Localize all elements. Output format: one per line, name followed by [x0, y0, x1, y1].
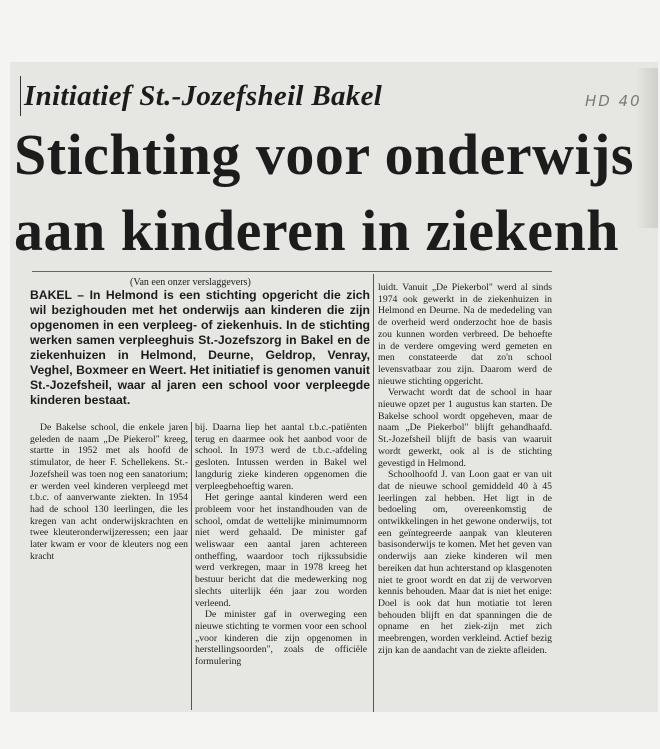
column-divider-1	[191, 422, 192, 710]
newspaper-clipping	[10, 62, 658, 712]
kicker-rule	[20, 76, 21, 116]
article-column-3	[378, 282, 552, 657]
paragraph: Het geringe aantal kinderen werd een probleem voor het instandhouden van de school, omdat de wettelijke minimumnorm niet werd gehaald. De minister gaf weliswaar een aantal jaren achtereen ontheffing, waardoor toch rijkssubsidie werd verkregen, maar in 1978 kreeg het bestuur bericht dat die medewerking nog slechts uiterlijk één jaar zou worden verleend.	[195, 492, 367, 609]
article-column-2	[195, 422, 367, 668]
paragraph: luidt. Vanuit „De Piekerbol" werd al sinds 1974 ook gewerkt in de ziekenhuizen in Helmond en Deurne. Na de mededeling van de overheid werd onderzocht hoe de basis zou kunnen worden verbreed. De behoefte in de verdere omgeving werd gemeten en men constateerde dat zo'n school levensvatbaar zou zijn. Daarom werd de nieuwe stichting opgericht.	[378, 282, 552, 387]
article-column-1	[30, 422, 188, 562]
handwritten-note: HD 40	[585, 92, 642, 110]
headline-line-1: Stichting voor onderwijs	[14, 122, 634, 187]
paragraph: Verwacht wordt dat de school in haar nieuwe opzet per 1 augustus kan starten. De Bakelse school wordt opgeheven, maar de naam „De Piekerbol" blijft gehandhaafd. St.-Jozefsheil blijft de basis van waaruit wordt gewerkt, ook al is de stichting gevestigd in Helmond.	[378, 387, 552, 469]
byline: (Van een onzer verslaggevers)	[130, 277, 251, 288]
column-divider-2	[373, 274, 374, 712]
paragraph: bij. Daarna liep het aantal t.b.c.-patiënten terug en daarmee ook het aanbod voor de school. In 1973 werd de t.b.c.-afdeling gesloten. Intussen werden in Bakel wel langdurig zieke kinderen opgenomen die verpleegbehoeftig waren.	[195, 422, 367, 492]
intro-paragraph: BAKEL – In Helmond is een stichting opgericht die zich wil bezighouden met het onderwijs aan kinderen die zijn opgenomen in een verpleeg- of ziekenhuis. In de stichting werken samen verpleeghuis St.-Jozefszorg in Bakel en de ziekenhuizen in Helmond, Deurne, Geldrop, Venray, Veghel, Boxmeer en Weert. Het initiatief is genomen vanuit St.-Jozefsheil, waar al jaren een school voor verpleegde kinderen bestaat.	[30, 288, 370, 407]
headline-rule	[32, 271, 552, 272]
headline-line-2: aan kinderen in ziekenh	[14, 198, 620, 263]
kicker-title: Initiatief St.-Jozefsheil Bakel	[24, 80, 383, 112]
paragraph: De minister gaf in overweging een nieuwe stichting te vormen voor een school „voor kinderen die zijn opgenomen in herstellingsoorden", zoals de officiële formulering	[195, 609, 367, 668]
paragraph: De Bakelse school, die enkele jaren geleden de naam „De Piekerol" kreeg, startte in 1952 met als hoofd de stimulator, de heer F. Schellekens. St.-Jozefsheil was toen nog een sanatorium; er werden veel kinderen verpleegd met t.b.c. of aanverwante ziekten. In 1954 had de school 130 leerlingen, die les kregen van acht onderwijskrachten en twee kleuteronderwijzeressen; een jaar later kwam er voor de kleuters nog een kracht	[30, 422, 188, 562]
paragraph: Schoolhoofd J. van Loon gaat er van uit dat de nieuwe school gemiddeld 40 à 45 leerlingen zal hebben. Het ligt in de bedoeling om, overeenkomstig de ontwikkelingen in het gewone onderwijs, tot een geïntegreerde aanpak van kleuteren basisonderwijs te komen. Met het geven van onderwijs aan zieke kinderen wil men bereiken dat hun achterstand op klasgenoten niet te groot wordt en dat zij de verworven kennis behouden. Maar dat is niet het enige: Doel is ook dat hun motiatie tot leren behouden blijft en dat spanningen die de opname en het ziek-zijn met zich meebrengen, worden verkleind. Actief bezig zijn kan de aandacht van de ziekte afleiden.	[378, 469, 552, 656]
